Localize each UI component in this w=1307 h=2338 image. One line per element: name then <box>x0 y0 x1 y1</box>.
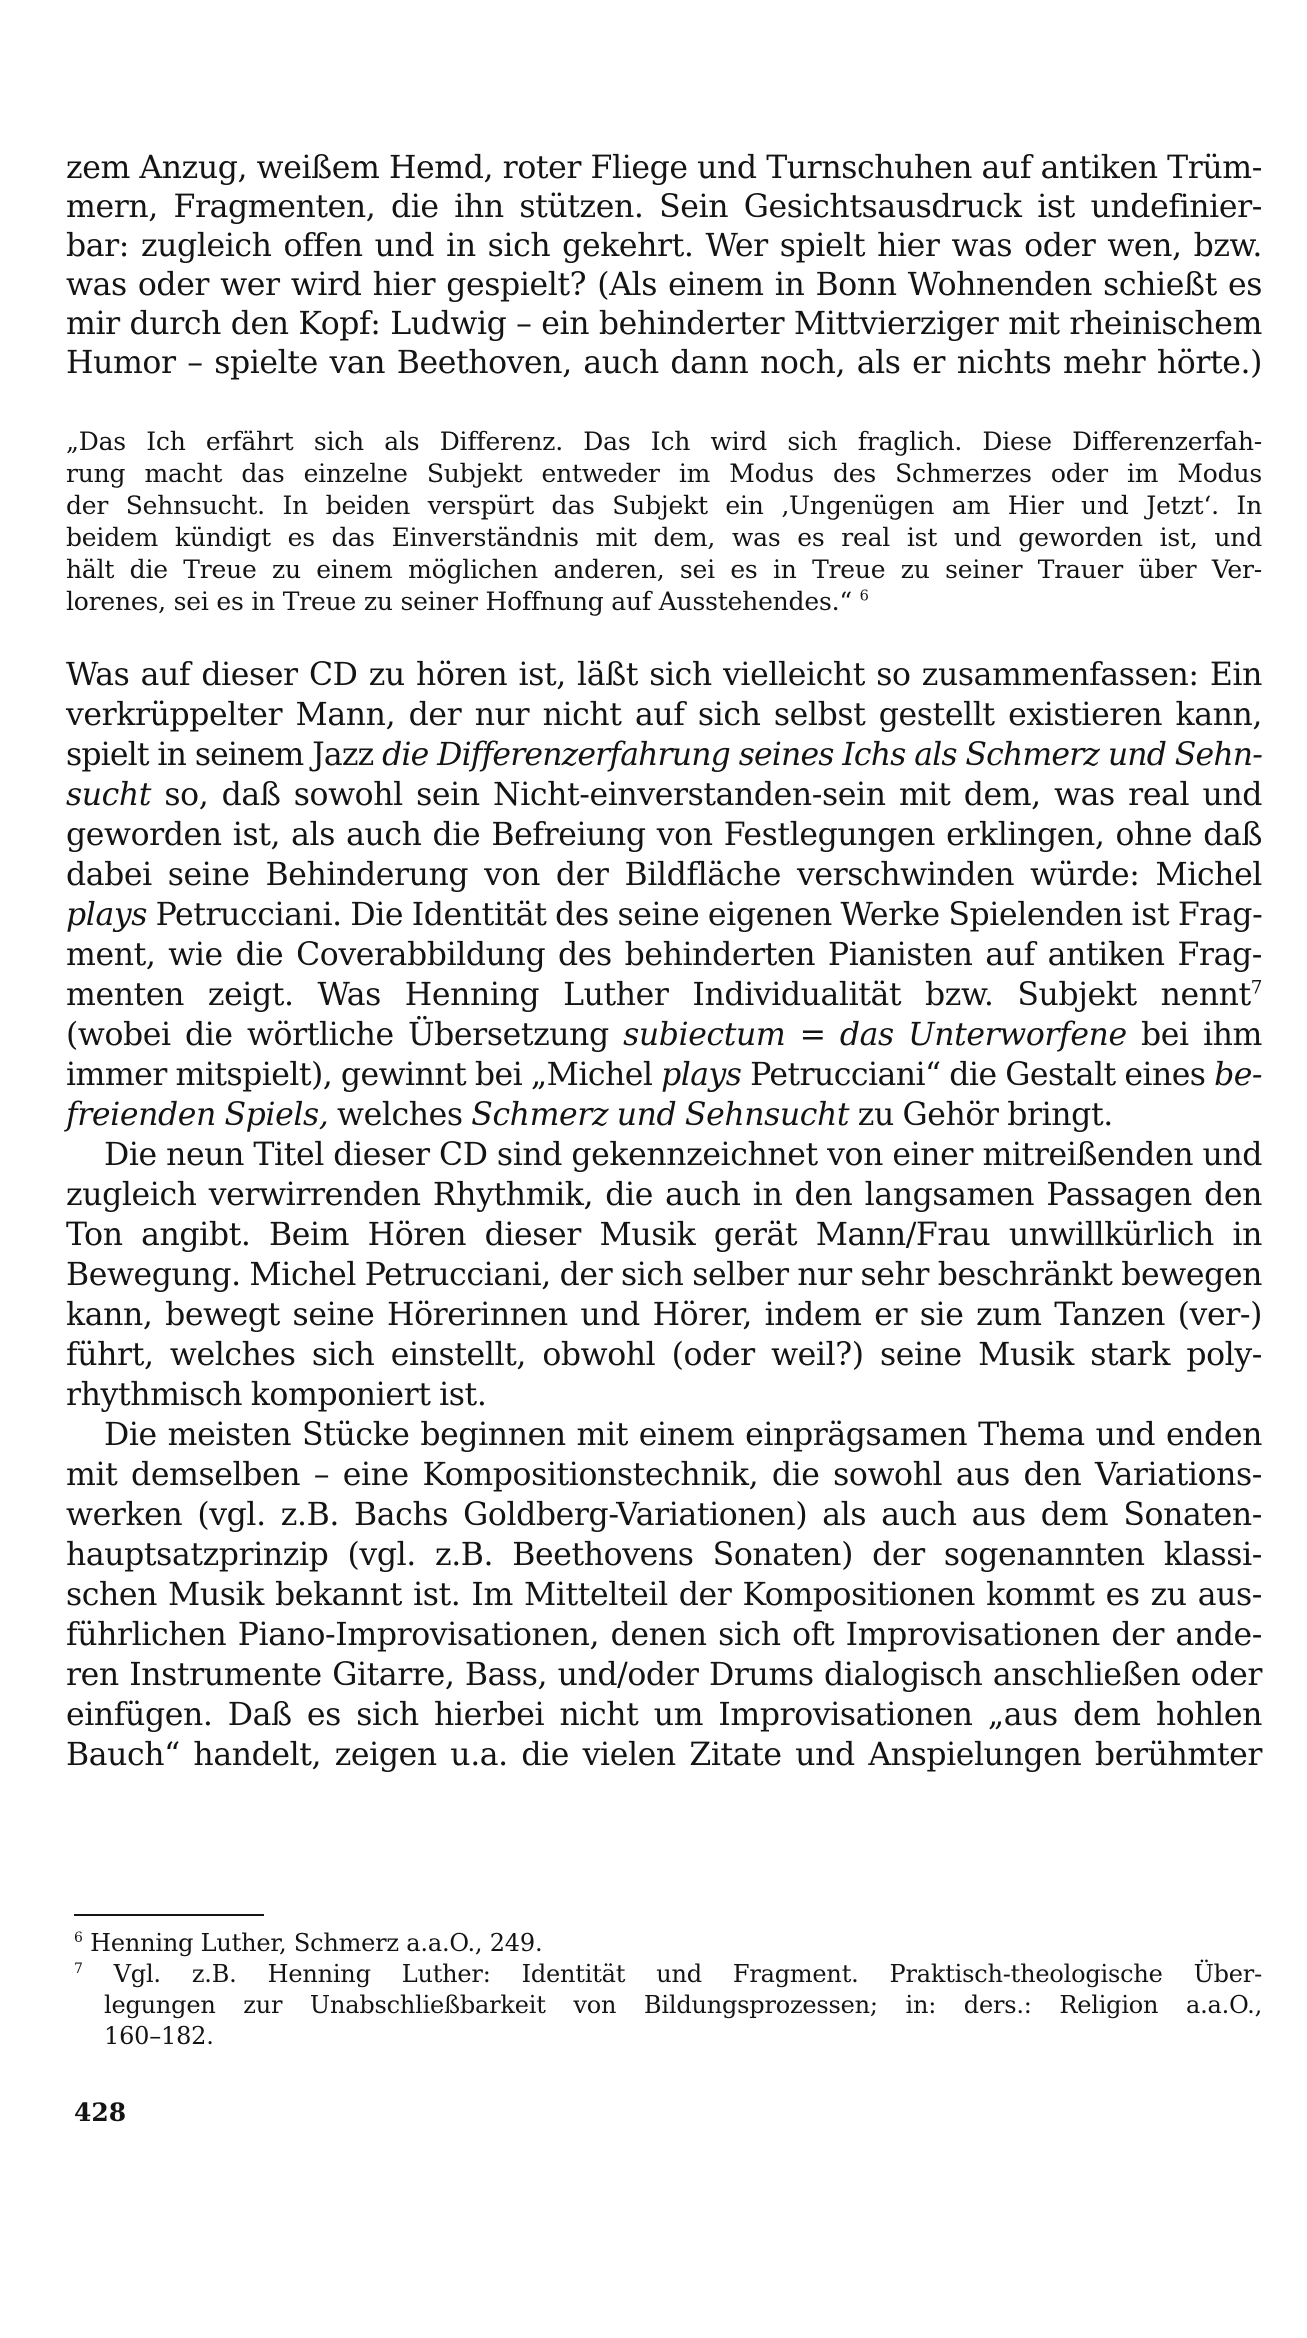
emphasis-text: subiectum = das Unterworfene <box>623 1017 1127 1053</box>
emphasis-text: die Differenzerfahrung seines Ichs als Schmerz und Sehn- <box>382 737 1262 773</box>
text-run: bei ihm <box>1141 1017 1263 1053</box>
text-line: was oder wer wird hier gespielt? (Als einem in Bonn Wohnenden schießt es <box>66 267 1262 303</box>
footnote-marker: 7 <box>74 1961 83 1977</box>
emphasis-text: plays <box>66 897 147 933</box>
emphasis-text: be- <box>1214 1057 1262 1093</box>
text-line: Ton angibt. Beim Hören dieser Musik gerät Mann/Frau unwillkürlich in <box>66 1217 1262 1253</box>
text-line <box>66 895 1262 935</box>
text-line: schen Musik bekannt ist. Im Mittelteil der Kompositionen kommt es zu aus- <box>66 1577 1262 1613</box>
text-run: zu Gehör bringt. <box>857 1097 1113 1133</box>
text-line <box>66 1095 1262 1135</box>
text-line: mit demselben – eine Kompositionstechnik, die sowohl aus den Variations- <box>66 1457 1262 1493</box>
page-number: 428 <box>74 2098 127 2127</box>
text-run: immer mitspielt), gewinnt bei „Michel <box>66 1057 653 1093</box>
text-line: geworden ist, als auch die Befreiung von Festlegungen erklingen, ohne daß <box>66 817 1262 853</box>
quote-line <box>66 587 1262 617</box>
text-line: bar: zugleich offen und in sich gekehrt. Wer spielt hier was oder wen, bzw. <box>66 228 1262 264</box>
text-line: kann, bewegt seine Hörerinnen und Hörer, indem er sie zum Tanzen (ver-) <box>66 1297 1262 1333</box>
footnote-ref-7: 7 <box>1250 977 1262 999</box>
text-run: (wobei die wörtliche Übersetzung <box>66 1017 609 1053</box>
text-line: dabei seine Behinderung von der Bildfläche verschwinden würde: Michel <box>66 857 1262 893</box>
text-run: menten zeigt. Was Henning Luther Individualität bzw. Subjekt nennt <box>66 977 1251 1013</box>
text-run: Petrucciani“ die Gestalt eines <box>750 1057 1206 1093</box>
text-line: Was auf dieser CD zu hören ist, läßt sich vielleicht so zusammenfassen: Ein <box>66 657 1262 693</box>
text-line: führlichen Piano-Improvisationen, denen sich oft Improvisationen der ande- <box>66 1617 1262 1653</box>
text-line: werken (vgl. z.B. Bachs Goldberg-Variationen) als auch aus dem Sonaten- <box>66 1497 1262 1533</box>
text-line: Die neun Titel dieser CD sind gekennzeichnet von einer mitreißenden und <box>104 1137 1262 1173</box>
text-run: Petrucciani. Die Identität des seine eigenen Werke Spielenden ist Frag- <box>155 897 1263 933</box>
footnote-6 <box>74 1928 1262 1958</box>
text-line: rhythmisch komponiert ist. <box>66 1377 487 1413</box>
footnote-line: legungen zur Unabschließbarkeit von Bildungsprozessen; in: ders.: Religion a.a.O., <box>104 1991 1262 2019</box>
quote-line: „Das Ich erfährt sich als Differenz. Das Ich wird sich fraglich. Diese Differenzerfah- <box>66 427 1262 456</box>
footnote-divider <box>74 1914 264 1916</box>
text-line <box>66 775 1262 815</box>
quote-text: lorenes, sei es in Treue zu seiner Hoffnung auf Ausstehendes.“ <box>66 587 852 616</box>
emphasis-text: freienden Spiels, <box>66 1097 329 1133</box>
emphasis-text: Schmerz und Sehnsucht <box>471 1097 850 1133</box>
text-line: ment, wie die Coverabbildung des behinderten Pianisten auf antiken Frag- <box>66 937 1262 973</box>
text-line: zugleich verwirrenden Rhythmik, die auch in den langsamen Passagen den <box>66 1177 1262 1213</box>
quote-line: beidem kündigt es das Einverständnis mit dem, was es real ist und geworden ist, und <box>66 523 1262 552</box>
text-line: verkrüppelter Mann, der nur nicht auf sich selbst gestellt existieren kann, <box>66 697 1262 733</box>
text-run: welches <box>337 1097 463 1133</box>
text-line <box>66 1055 1262 1095</box>
text-line <box>66 1015 1262 1055</box>
text-run: spielt in seinem Jazz <box>66 737 374 773</box>
text-line <box>66 735 1262 775</box>
quote-line: der Sehnsucht. In beiden verspürt das Subjekt ein ‚Ungenügen am Hier und Jetzt‘. In <box>66 491 1262 520</box>
quote-line: rung macht das einzelne Subjekt entweder im Modus des Schmerzes oder im Modus <box>66 459 1262 488</box>
text-line: hauptsatzprinzip (vgl. z.B. Beethovens Sonaten) der sogenannten klassi- <box>66 1537 1262 1573</box>
emphasis-text: sucht <box>66 777 152 813</box>
text-line <box>66 975 1262 1015</box>
text-line: einfügen. Daß es sich hierbei nicht um Improvisationen „aus dem hohlen <box>66 1697 1262 1733</box>
footnote-text: Henning Luther, Schmerz a.a.O., 249. <box>90 1929 543 1957</box>
text-run: so, daß sowohl sein Nicht-einverstanden-sein mit dem, was real und <box>164 777 1262 813</box>
text-line: Die meisten Stücke beginnen mit einem einprägsamen Thema und enden <box>104 1417 1262 1453</box>
text-line: Humor – spielte van Beethoven, auch dann noch, als er nichts mehr hörte.) <box>66 345 1262 381</box>
footnote-text: Vgl. z.B. Henning Luther: Identität und Fragment. Praktisch-theologische Über- <box>113 1960 1262 1988</box>
footnote-7 <box>74 1959 1262 1989</box>
footnote-line: 160–182. <box>104 2022 214 2050</box>
quote-line: hält die Treue zu einem möglichen anderen, sei es in Treue zu seiner Trauer über Ver- <box>66 555 1262 584</box>
text-line: mern, Fragmenten, die ihn stützen. Sein Gesichtsausdruck ist undefinier- <box>66 189 1262 225</box>
footnote-marker: 6 <box>74 1930 83 1946</box>
text-line: zem Anzug, weißem Hemd, roter Fliege und Turnschuhen auf antiken Trüm- <box>66 150 1262 186</box>
text-line: Bewegung. Michel Petrucciani, der sich selber nur sehr beschränkt bewegen <box>66 1257 1262 1293</box>
text-line: mir durch den Kopf: Ludwig – ein behinderter Mittvierziger mit rheinischem <box>66 306 1262 342</box>
text-line: ren Instrumente Gitarre, Bass, und/oder Drums dialogisch anschließen oder <box>66 1657 1262 1693</box>
emphasis-text: plays <box>661 1057 742 1093</box>
text-line: Bauch“ handelt, zeigen u.a. die vielen Zitate und Anspielungen berühmter <box>66 1737 1262 1773</box>
footnote-ref-6: 6 <box>859 588 869 605</box>
text-line: führt, welches sich einstellt, obwohl (oder weil?) seine Musik stark poly- <box>66 1337 1262 1373</box>
